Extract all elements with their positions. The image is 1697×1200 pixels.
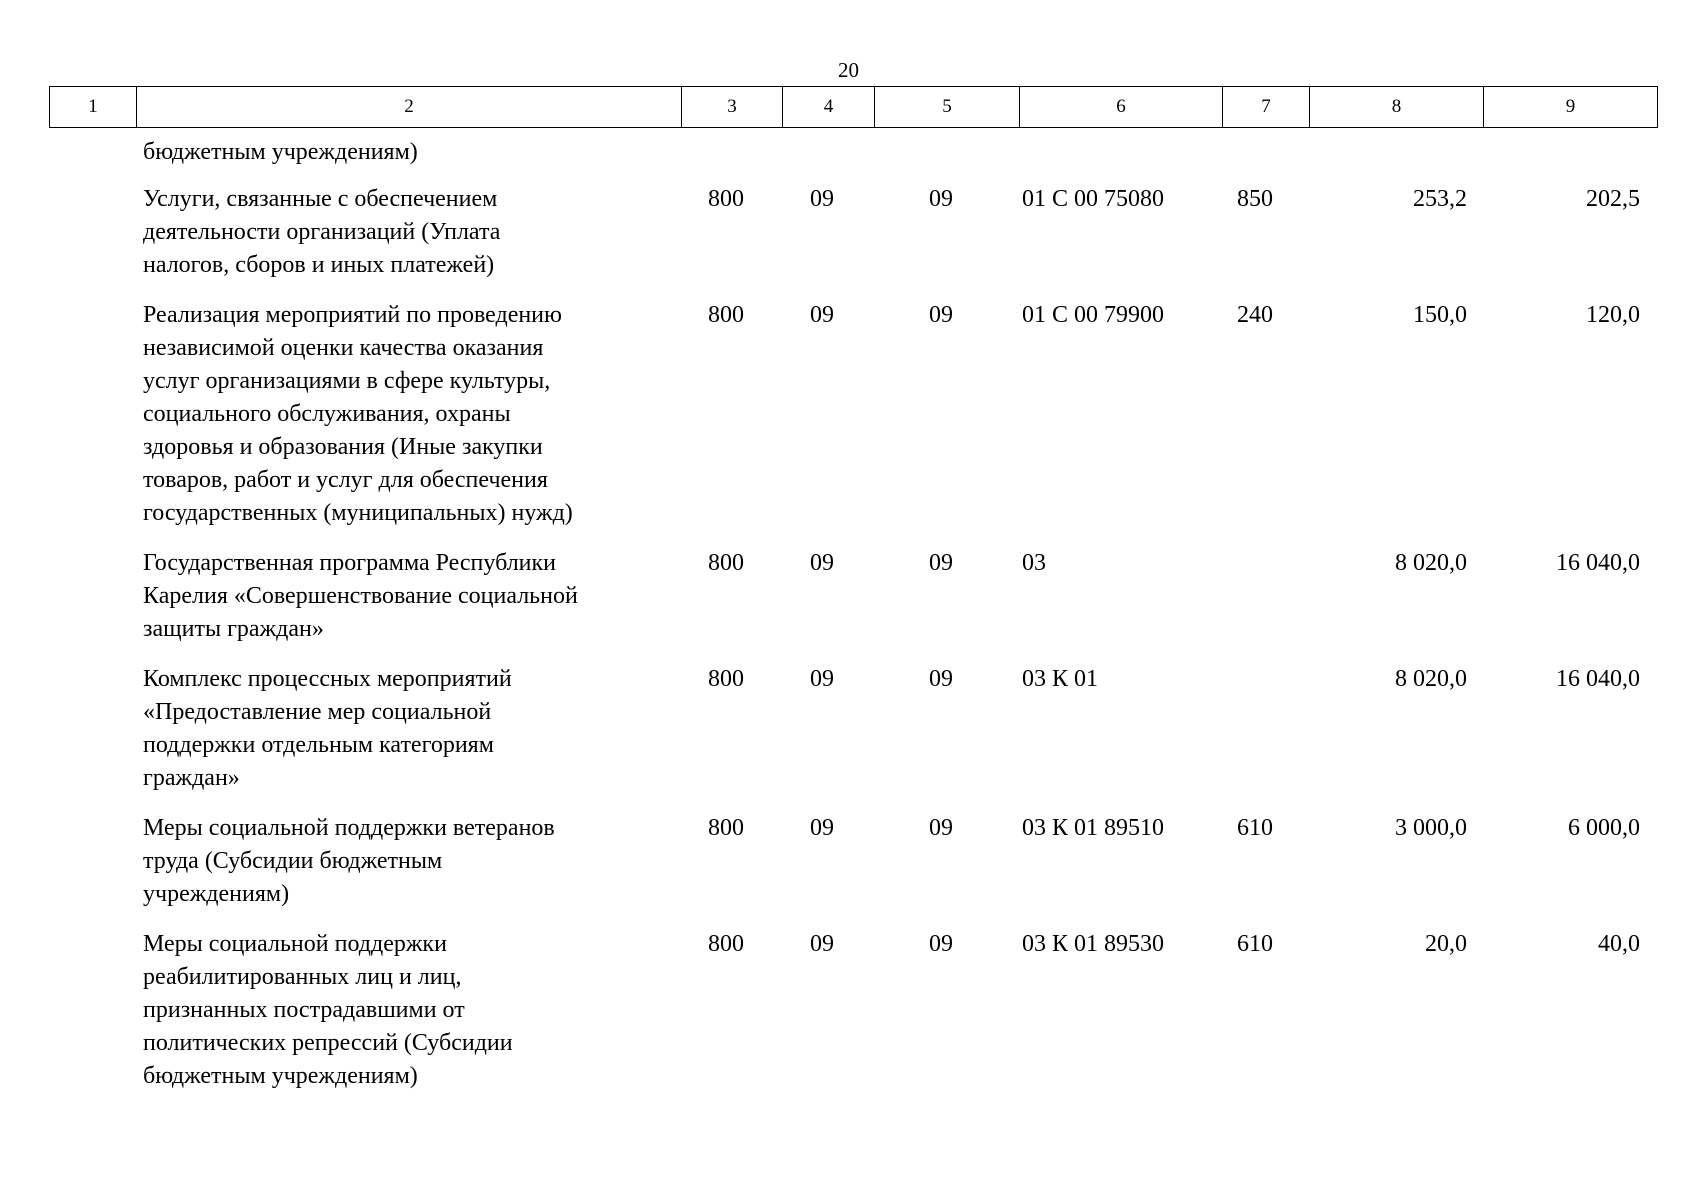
expense-type-code: 240 (1237, 302, 1273, 328)
row-name-line: бюджетным учреждениям) (143, 1063, 418, 1089)
amount-year-1: 8 020,0 (1395, 666, 1467, 692)
row-name-line: защиты граждан» (143, 616, 324, 642)
row-name-line: товаров, работ и услуг для обеспечения (143, 467, 548, 493)
header-col-9: 9 (1484, 87, 1658, 128)
header-col-4: 4 (783, 87, 875, 128)
expense-type-code: 610 (1237, 931, 1273, 957)
ministry-code: 800 (708, 815, 744, 841)
subsection-code: 09 (929, 931, 953, 957)
row-name (135, 928, 679, 1110)
row-name (135, 183, 679, 299)
expense-type-code (1216, 663, 1302, 812)
row-name (135, 547, 679, 663)
ministry-code: 800 (708, 666, 744, 692)
table-row (49, 928, 1648, 1110)
row-name-line: социального обслуживания, охраны (143, 401, 511, 427)
row-name-line: здоровья и образования (Иные закупки (143, 434, 543, 460)
header-col-5: 5 (875, 87, 1020, 128)
target-article-code: 03 К 01 (1022, 666, 1099, 692)
expense-type-code (1216, 547, 1302, 663)
row-name-line: Меры социальной поддержки ветеранов (143, 815, 555, 841)
ministry-code: 800 (708, 931, 744, 957)
target-article-code: 01 С 00 79900 (1022, 302, 1165, 328)
row-name-line: налогов, сборов и иных платежей) (143, 252, 495, 278)
amount-year-2: 6 000,0 (1568, 815, 1640, 841)
subsection-code: 09 (929, 666, 953, 692)
subsection-code: 09 (929, 815, 953, 841)
section-code: 09 (810, 302, 834, 328)
row-name (135, 663, 679, 812)
ministry-code: 800 (708, 302, 744, 328)
row-name-line: услуг организациями в сфере культуры, (143, 368, 551, 394)
header-col-6: 6 (1020, 87, 1223, 128)
row-name-line: учреждениям) (143, 881, 290, 907)
continuation-row (49, 136, 1648, 183)
row-name-line: Комплекс процессных мероприятий (143, 666, 512, 692)
subsection-code: 09 (929, 186, 953, 212)
row-name (135, 299, 679, 547)
section-code: 09 (810, 815, 834, 841)
subsection-code: 09 (929, 302, 953, 328)
row-name (135, 812, 679, 928)
target-article-code: 01 С 00 75080 (1022, 186, 1165, 212)
header-col-3: 3 (682, 87, 783, 128)
header-row (50, 87, 1658, 128)
section-code: 09 (810, 666, 834, 692)
ministry-code: 800 (708, 550, 744, 576)
budget-table (49, 136, 1648, 1110)
header-col-2: 2 (137, 87, 682, 128)
row-name-line: труда (Субсидии бюджетным (143, 848, 443, 874)
amount-year-2: 202,5 (1586, 186, 1640, 212)
target-article-code: 03 К 01 89530 (1022, 931, 1165, 957)
amount-year-1: 20,0 (1425, 931, 1467, 957)
row-name-line: реабилитированных лиц и лиц, (143, 964, 462, 990)
page-number: 20 (838, 58, 859, 82)
continuation-text: бюджетным учреждениям) (143, 139, 418, 165)
row-name-line: «Предоставление мер социальной (143, 699, 492, 725)
table-row (49, 183, 1648, 299)
amount-year-1: 253,2 (1413, 186, 1467, 212)
ministry-code: 800 (708, 186, 744, 212)
row-name-line: Услуги, связанные с обеспечением (143, 186, 498, 212)
row-name-line: политических репрессий (Субсидии (143, 1030, 513, 1056)
amount-year-2: 120,0 (1586, 302, 1640, 328)
table-row (49, 299, 1648, 547)
header-col-1: 1 (50, 87, 137, 128)
row-name-line: Государственная программа Республики (143, 550, 557, 576)
section-code: 09 (810, 186, 834, 212)
row-name-line: независимой оценки качества оказания (143, 335, 544, 361)
row-name-line: Карелия «Совершенствование социальной (143, 583, 578, 609)
row-name-line: признанных пострадавшими от (143, 997, 465, 1023)
row-name-line: Реализация мероприятий по проведению (143, 302, 562, 328)
header-col-7: 7 (1223, 87, 1310, 128)
amount-year-2: 40,0 (1598, 931, 1640, 957)
amount-year-1: 150,0 (1413, 302, 1467, 328)
section-code: 09 (810, 550, 834, 576)
table-row (49, 663, 1648, 812)
column-number-header (49, 86, 1658, 128)
amount-year-2: 16 040,0 (1556, 550, 1640, 576)
section-code: 09 (810, 931, 834, 957)
row-name-line: граждан» (143, 765, 240, 791)
amount-year-2: 16 040,0 (1556, 666, 1640, 692)
expense-type-code: 850 (1237, 186, 1273, 212)
subsection-code: 09 (929, 550, 953, 576)
row-name-line: поддержки отдельным категориям (143, 732, 494, 758)
amount-year-1: 3 000,0 (1395, 815, 1467, 841)
table-row (49, 812, 1648, 928)
amount-year-1: 8 020,0 (1395, 550, 1467, 576)
expense-type-code: 610 (1237, 815, 1273, 841)
target-article-code: 03 К 01 89510 (1022, 815, 1165, 841)
row-name-line: государственных (муниципальных) нужд) (143, 500, 573, 526)
row-name-line: Меры социальной поддержки (143, 931, 447, 957)
row-name-line: деятельности организаций (Уплата (143, 219, 501, 245)
target-article-code: 03 (1022, 550, 1046, 576)
header-col-8: 8 (1310, 87, 1484, 128)
table-row (49, 547, 1648, 663)
